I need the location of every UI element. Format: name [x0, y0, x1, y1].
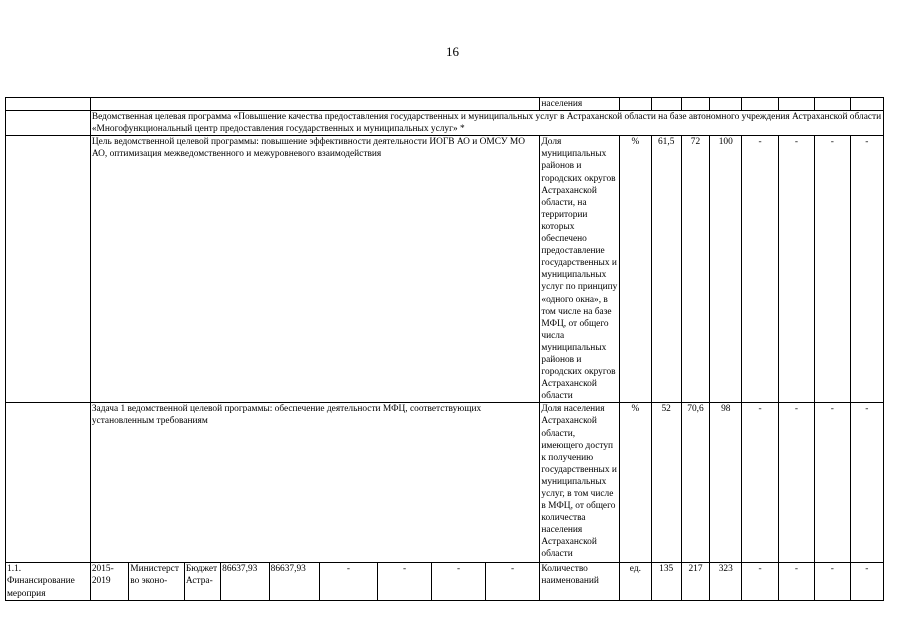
goal-value-6: - — [815, 136, 850, 403]
item-indicator: Количество наименований — [540, 563, 620, 600]
task-value-5: - — [778, 403, 814, 563]
cell-empty — [620, 98, 651, 111]
cell-empty — [742, 98, 778, 111]
cell-empty — [815, 98, 850, 111]
item-period: 2015-2019 — [90, 563, 128, 600]
item-value-5: - — [778, 563, 814, 600]
task-value-4: - — [742, 403, 778, 563]
page-number: 16 — [446, 44, 459, 59]
item-year-2: - — [320, 563, 378, 600]
task-value-6: - — [815, 403, 850, 563]
task-value-1: 52 — [651, 403, 681, 563]
cell-empty — [6, 111, 91, 136]
item-value-2: 217 — [681, 563, 709, 600]
item-unit: ед. — [620, 563, 651, 600]
program-header-row — [6, 111, 884, 136]
task-indicator: Доля населения Астраханской области, имеющего доступ к получению государственных и муниципальных услуг, в том числе в МФЦ, от общего количества населения Астраханской области — [540, 403, 620, 563]
goal-value-7: - — [850, 136, 883, 403]
task-row — [6, 403, 884, 563]
item-executor: Министерство эконо- — [129, 563, 185, 600]
cell-empty — [90, 98, 540, 111]
goal-unit: % — [620, 136, 651, 403]
cell-empty — [681, 98, 709, 111]
goal-value-5: - — [778, 136, 814, 403]
goal-value-2: 72 — [681, 136, 709, 403]
item-total: 86637,93 — [221, 563, 269, 600]
item-value-4: - — [742, 563, 778, 600]
goal-indicator: Доля муниципальных районов и городских округов Астраханской области, на территории которых обеспечено предоставление государственных и муниципальных услуг по принципу «одного окна», в том числе на базе МФЦ, от общего числа муниципальных районов и городских округов Астраханской области — [540, 136, 620, 403]
task-value-2: 70,6 — [681, 403, 709, 563]
indicator-tail: населения — [540, 98, 620, 111]
goal-row — [6, 136, 884, 403]
item-value-7: - — [850, 563, 883, 600]
item-year-1: 86637,93 — [269, 563, 320, 600]
item-row — [6, 563, 884, 600]
cell-empty — [778, 98, 814, 111]
cell-empty — [6, 403, 91, 563]
goal-value-4: - — [742, 136, 778, 403]
task-unit: % — [620, 403, 651, 563]
item-year-4: - — [432, 563, 486, 600]
item-value-6: - — [815, 563, 850, 600]
item-value-3: 323 — [710, 563, 742, 600]
cell-empty — [6, 98, 91, 111]
task-text: Задача 1 ведомственной целевой программы: обеспечение деятельности МФЦ, соответствующих установленным требованиям — [90, 403, 540, 563]
program-table — [5, 97, 884, 601]
cell-empty — [850, 98, 883, 111]
task-value-3: 98 — [710, 403, 742, 563]
goal-value-1: 61,5 — [651, 136, 681, 403]
goal-value-3: 100 — [710, 136, 742, 403]
item-year-5: - — [485, 563, 540, 600]
continuation-row — [6, 98, 884, 111]
task-value-7: - — [850, 403, 883, 563]
cell-empty — [710, 98, 742, 111]
item-name: 1.1. Финансирование мероприя — [6, 563, 91, 600]
item-source: Бюджет Астра- — [184, 563, 220, 600]
goal-text: Цель ведомственной целевой программы: повышение эффективности деятельности ИОГВ АО и ОМСУ МО АО, оптимизация межведомственного и межуровневого взаимодействия — [90, 136, 540, 403]
item-value-1: 135 — [651, 563, 681, 600]
item-year-3: - — [377, 563, 432, 600]
program-title: Ведомственная целевая программа «Повышение качества предоставления государственных и муниципальных услуг в Астраханской области на базе автономного учреждения Астраханской области «Многофункциональный центр предоставления государственных и муниципальных услуг» * — [90, 111, 883, 136]
cell-empty — [6, 136, 91, 403]
cell-empty — [651, 98, 681, 111]
